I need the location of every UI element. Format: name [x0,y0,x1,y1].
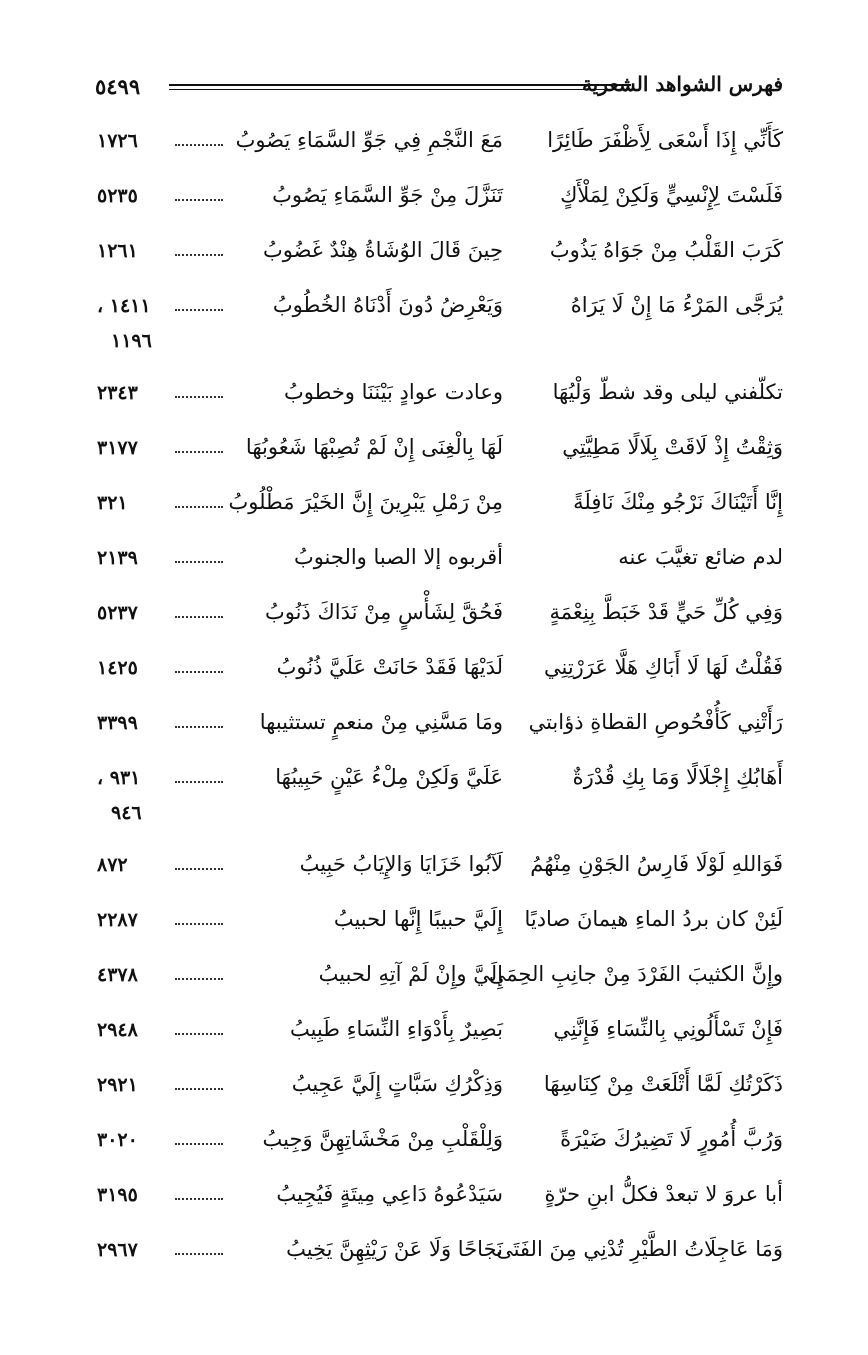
verse-line [95,954,783,1009]
reference-number: ٢١٣٩ [97,547,138,569]
first-hemistich: فَإِنْ تَسْأَلُونِي بِالنِّسَاءِ فَإِنَّنِي [553,1017,783,1041]
first-hemistich: فَوَاللهِ لَوْلَا فَارِسُ الجَوْنِ مِنْهُمُ [530,852,783,876]
verse-entry [95,702,783,757]
first-hemistich: تكلّفني ليلى وقد شطّ وَلْيُهَا [552,380,783,404]
reference-number: ٥٢٣٧ [97,602,138,624]
verse-line [95,592,783,647]
verse-line [95,647,783,702]
first-hemistich: أَهَابُكِ إِجْلَالًا وَمَا بِكِ قُدْرَةٌ [572,765,783,789]
reference-continuation [95,330,783,372]
first-hemistich: فَلَسْتَ لِإِنْسِيٍّ وَلَكِنْ لِمَلْأَكٍ [560,183,783,207]
verse-index-list [95,120,783,1284]
verse-line [95,1009,783,1064]
second-hemistich: إِلَيَّ حبيبًا إِنَّها لحبيبُ [333,907,503,931]
second-hemistich: تَنَزَّلَ مِنْ جَوِّ السَّمَاءِ يَصُوبُ [272,183,503,207]
first-hemistich: لدم ضائع تغيَّبَ عنه [618,545,783,569]
dot-leader [175,978,223,980]
dot-leader [175,1253,223,1255]
first-hemistich: وَثِقْتُ إِذْ لَاقَتْ بِلَالًا مَطِيَّتِي [562,435,783,459]
verse-entry [95,1229,783,1284]
verse-line [95,537,783,592]
verse-line [95,482,783,537]
dot-leader [175,144,223,146]
reference-number: ١٤١١ ، [97,295,151,317]
first-hemistich: كَرَبَ القَلْبُ مِنْ جَوَاهُ يَذُوبُ [549,238,783,262]
reference-number-continued: ٩٤٦ [111,802,142,824]
reference-number: ٢٩٤٨ [97,1019,138,1041]
reference-number: ١٧٢٦ [97,130,138,152]
dot-leader [175,1198,223,1200]
dot-leader [175,1088,223,1090]
page-header [95,70,783,104]
first-hemistich: ذَكَرْتُكِ لَمَّا أَتْلَعَتْ مِنْ كِنَاسِهَا [543,1072,783,1096]
reference-number: ٤٣٧٨ [97,964,138,986]
first-hemistich: رَأَتْنِي كَأُفْحُوصِ القطاةِ ذؤابتي [528,710,783,734]
second-hemistich: وَيَعْرِضُ دُونَ أَدْنَاهُ الخُطُوبُ [272,293,503,317]
first-hemistich: لَئِنْ كان بردُ الماءِ هيمانَ صاديًا [524,907,783,931]
verse-entry [95,1174,783,1229]
reference-number: ١٤٢٥ [97,657,138,679]
second-hemistich: وعادت عوادٍ بَيْنَنَا وخطوبُ [283,380,503,404]
first-hemistich: يُرَجَّى المَرْءُ مَا إِنْ لَا يَرَاهُ [570,293,783,317]
reference-number: ٢٩٦٧ [97,1239,138,1261]
verse-entry [95,844,783,899]
second-hemistich: فَحُقَّ لِشَأْسٍ مِنْ نَدَاكَ ذَنُوبُ [264,600,503,624]
verse-entry [95,482,783,537]
verse-entry [95,1119,783,1174]
second-hemistich: مِنْ رَمْلِ يَبْرِينَ إِنَّ الخَيْرَ مَطْلُوبُ [228,490,503,514]
dot-leader [175,506,223,508]
verse-entry [95,899,783,954]
dot-leader [175,923,223,925]
second-hemistich: مَعَ النَّجْمِ فِي جَوِّ السَّمَاءِ يَصُوبُ [235,128,503,152]
dot-leader [175,309,223,311]
verse-line [95,899,783,954]
verse-line [95,1174,783,1229]
verse-entry [95,757,783,844]
reference-number: ١٢٦١ [97,240,138,262]
second-hemistich: بَصِيرٌ بِأَدْوَاءِ النِّسَاءِ طَبِيبُ [289,1017,503,1041]
second-hemistich: لَآبُوا خَزَايَا وَالإِيَابُ حَبِيبُ [299,852,503,876]
reference-number: ٩٣١ ، [97,767,141,789]
verse-line [95,427,783,482]
reference-number: ٢٣٤٣ [97,382,138,404]
reference-number: ٥٢٣٥ [97,185,138,207]
dot-leader [175,254,223,256]
verse-entry [95,285,783,372]
second-hemistich: سَيَدْعُوهُ دَاعِي مِيتَةٍ فَيُجِيبُ [276,1182,503,1206]
first-hemistich: وَفِي كُلِّ حَيٍّ قَدْ خَبَطَّ بِنِعْمَةٍ [549,600,783,624]
verse-line [95,1064,783,1119]
first-hemistich: وَمَا عَاجِلَاتُ الطَّيْرِ تُدْنِي مِنَ الفَتَى [496,1237,783,1261]
reference-number: ٣٠٢٠ [97,1129,138,1151]
verse-line [95,120,783,175]
reference-number: ٢٢٨٧ [97,909,138,931]
reference-number: ٣٢١ [97,492,128,514]
verse-entry [95,537,783,592]
first-hemistich: فَقُلْتُ لَهَا لَا أَبَاكِ هَلَّا عَرَرْتِنِي [544,655,783,679]
reference-number: ٢٩٢١ [97,1074,138,1096]
reference-continuation [95,802,783,844]
reference-number: ٣١٩٥ [97,1184,138,1206]
verse-line [95,844,783,899]
verse-entry [95,175,783,230]
verse-entry [95,120,783,175]
verse-entry [95,230,783,285]
verse-entry [95,647,783,702]
first-hemistich: كَأَنِّي إِذَا أَسْعَى لِأَظْفَرَ طَائِرًا [547,128,783,152]
dot-leader [175,561,223,563]
second-hemistich: ومَا مَسَّنِي مِنْ منعمٍ تستثيبها [259,710,503,734]
reference-number-continued: ١١٩٦ [111,330,152,352]
verse-entry [95,954,783,1009]
verse-entry [95,1009,783,1064]
reference-number: ٣١٧٧ [97,437,138,459]
first-hemistich: إِنَّا أَتَيْنَاكَ نَرْجُو مِنْكَ نَافِلَةً [573,490,783,514]
second-hemistich: لَهَا بِالْغِنَى إِنْ لَمْ تُصِبْهَا شَعُوبُهَا [245,435,503,459]
second-hemistich: نَجَاحًا وَلَا عَنْ رَيْثِهِنَّ يَخِيبُ [286,1237,503,1261]
header-rule [169,84,631,90]
reference-number: ٨٧٢ [97,854,128,876]
dot-leader [175,726,223,728]
dot-leader [175,396,223,398]
dot-leader [175,671,223,673]
dot-leader [175,199,223,201]
first-hemistich: وَرُبَّ أُمُورٍ لَا تَضِيرُكَ ضَيْرَةً [560,1127,783,1151]
verse-line [95,372,783,427]
verse-line [95,702,783,757]
second-hemistich: وَذِكْرُكِ سَبَّاتٍ إِلَيَّ عَجِيبُ [291,1072,503,1096]
dot-leader [175,781,223,783]
page-number: ٥٤٩٩ [95,74,141,99]
second-hemistich: حِينَ قَالَ الوُشَاةُ هِنْدٌ غَضُوبُ [262,238,503,262]
second-hemistich: عَلَيَّ وَلَكِنْ مِلْءُ عَيْنٍ حَبِيبُهَا [275,765,503,789]
dot-leader [175,1033,223,1035]
verse-line [95,1229,783,1284]
verse-line [95,1119,783,1174]
running-title: فهرس الشواهد الشعرية [581,72,783,96]
verse-line [95,175,783,230]
first-hemistich: وإِنَّ الكثيبَ الفَرْدَ مِنْ جانِبِ الحِمَى [488,962,783,986]
verse-entry [95,427,783,482]
second-hemistich: لَدَيْهَا فَقَدْ حَانَتْ عَلَيَّ ذُنُوبُ [276,655,503,679]
second-hemistich: إِلَيَّ وإِنْ لَمْ آتِهِ لحبيبُ [318,962,503,986]
verse-entry [95,372,783,427]
second-hemistich: أقربوه إلا الصبا والجنوبُ [293,545,503,569]
first-hemistich: أبا عروَ لا تبعدْ فكلُّ ابنِ حرّةٍ [544,1182,783,1206]
dot-leader [175,1143,223,1145]
dot-leader [175,868,223,870]
verse-line [95,230,783,285]
second-hemistich: وَلِلْقَلْبِ مِنْ مَخْشَاتِهِنَّ وَجِيبُ [262,1127,503,1151]
dot-leader [175,451,223,453]
verse-entry [95,592,783,647]
dot-leader [175,616,223,618]
verse-entry [95,1064,783,1119]
reference-number: ٣٣٩٩ [97,712,138,734]
